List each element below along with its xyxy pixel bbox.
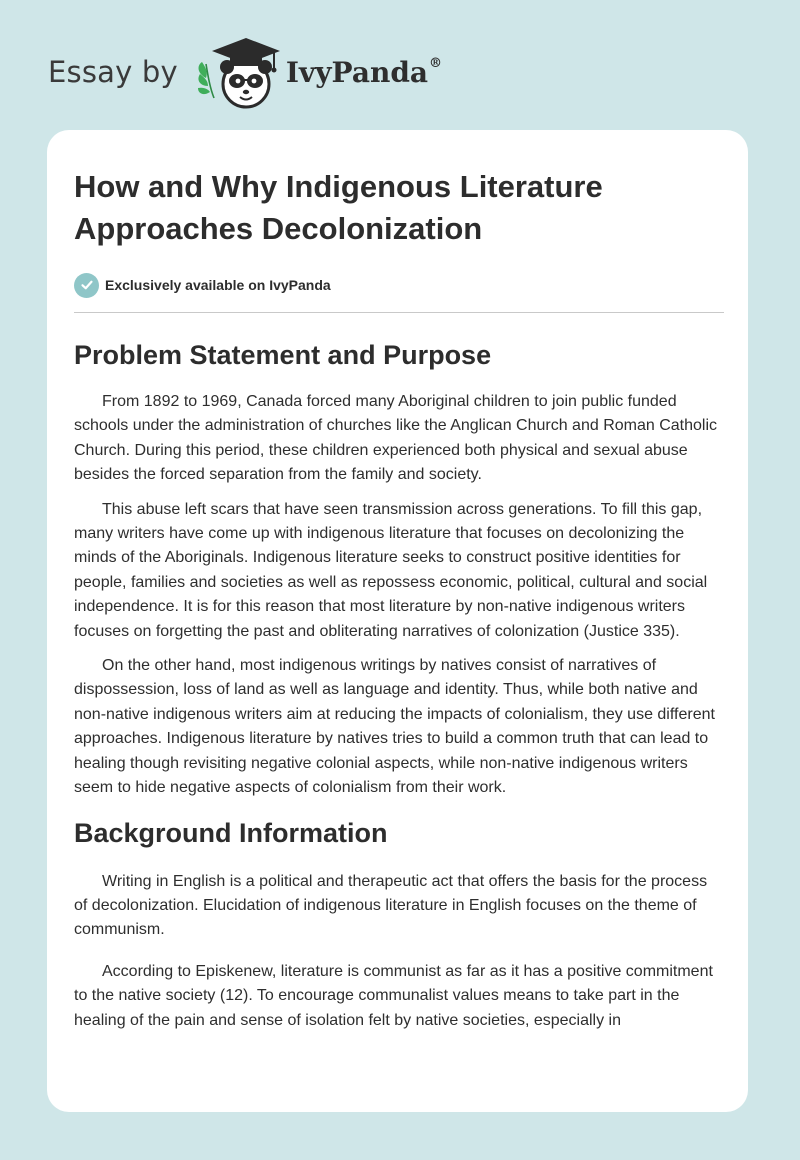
paragraph: This abuse left scars that have seen transmission across generations. To fill this gap, many writers have come up with indigenous literature that focuses on decolonizing the minds of the Aboriginals. Indigenous literature seeks to construct positive identities for people, families and societies as well as repossess economic, political, cultural and social independence. It is for this reason that most literature by non-native indigenous writers focuses on forgetting the past and obliterating narratives of colonization (Justice 335). xyxy=(74,500,708,640)
panda-graduate-icon xyxy=(192,34,284,110)
trademark-symbol: ® xyxy=(429,56,443,72)
divider xyxy=(74,312,724,313)
essay-card xyxy=(47,130,748,1112)
site-header xyxy=(48,34,442,110)
essay-by-label: Essay by xyxy=(48,55,178,89)
essay-content xyxy=(74,166,724,1033)
exclusive-badge xyxy=(74,272,724,298)
paragraph: From 1892 to 1969, Canada forced many Aboriginal children to join public funded schools under the administration of churches like the Anglican Church and Roman Catholic Church. During this period, these children experienced both physical and sexual abuse besides the forced separation from the family and society. xyxy=(74,393,718,484)
section-heading: Background Information xyxy=(74,817,388,848)
check-icon xyxy=(74,273,99,298)
exclusive-text: Exclusively available on IvyPanda xyxy=(105,277,331,293)
brand-name[interactable] xyxy=(286,56,442,89)
brand-text: IvyPanda xyxy=(285,55,429,89)
paragraph: According to Episkenew, literature is communist as far as it has a positive commitment to the native society (12). To encourage communalist values means to take part in the healing of the pain and sense of isolation felt by native societies, especially in xyxy=(74,962,713,1029)
essay-title: How and Why Indigenous Literature Approaches Decolonization xyxy=(74,169,603,246)
paragraph: Writing in English is a political and therapeutic act that offers the basis for the process of decolonization. Elucidation of indigenous literature in English focuses on the theme of communism. xyxy=(74,872,708,939)
paragraph: On the other hand, most indigenous writings by natives consist of narratives of dispossession, loss of land as well as language and identity. Thus, while both native and non-native indigenous writers aim at reducing the impacts of colonialism, they use different approaches. Indigenous literature by natives tries to build a common truth that can lead to healing though revisiting negative colonial aspects, while non-native indigenous writers seem to hide negative aspects of colonialism from their work. xyxy=(74,657,715,797)
section-problem-statement xyxy=(74,337,724,801)
section-background-information xyxy=(74,815,724,1033)
section-heading: Problem Statement and Purpose xyxy=(74,340,492,370)
